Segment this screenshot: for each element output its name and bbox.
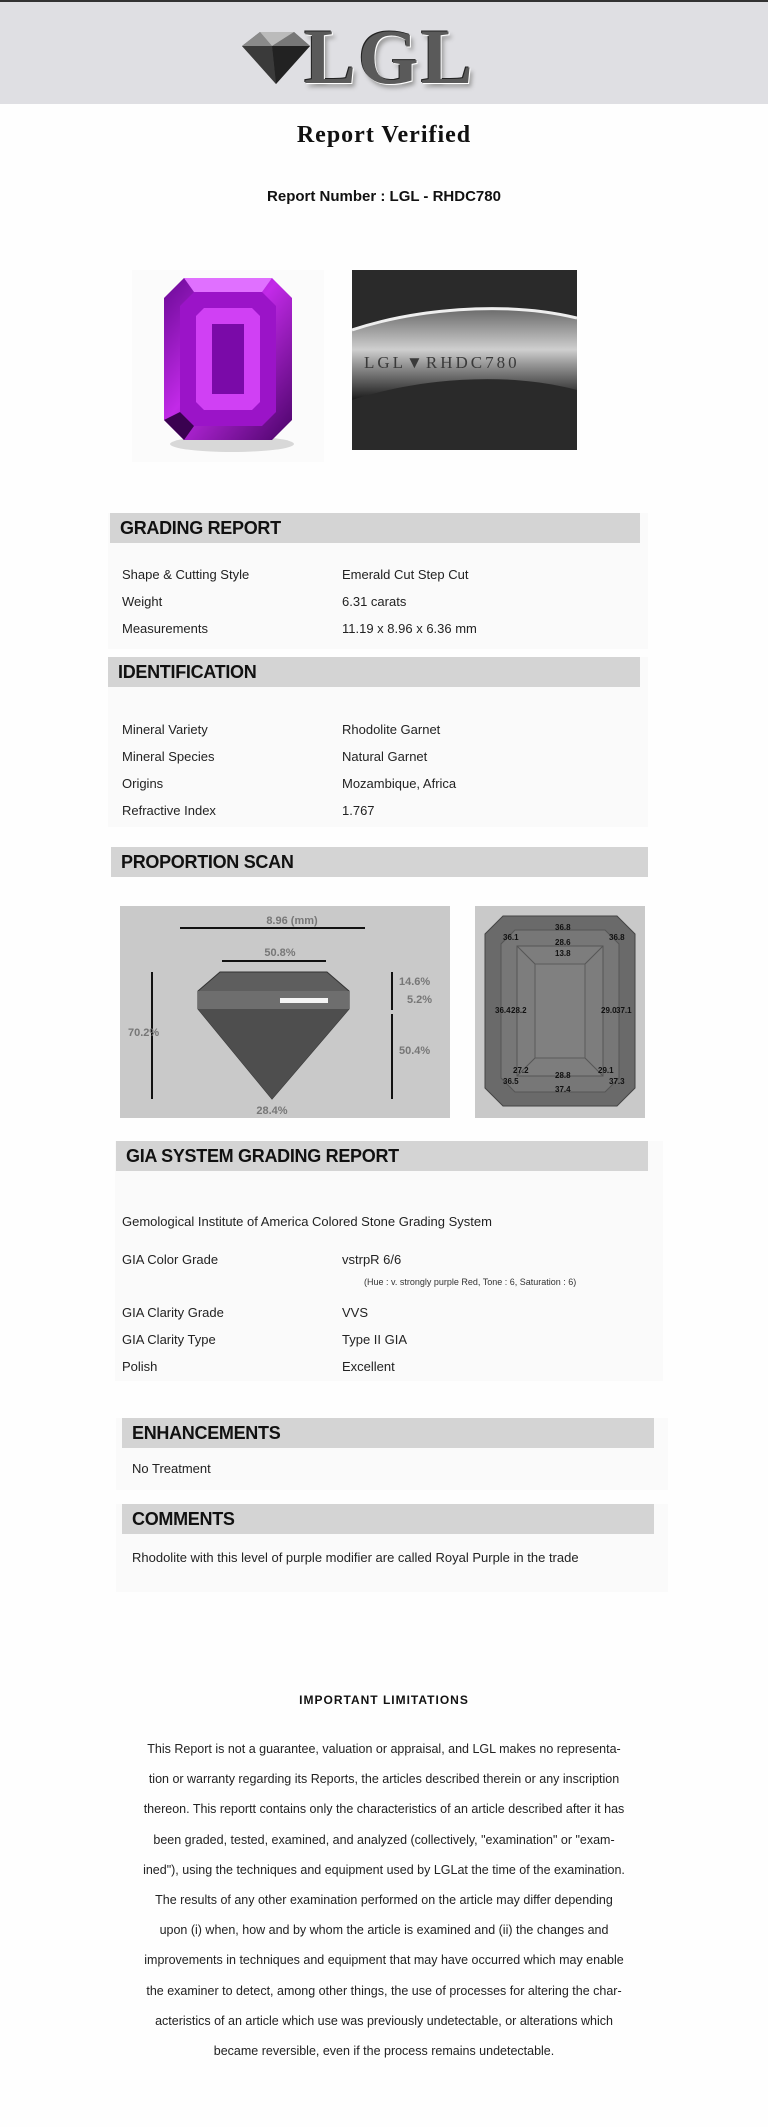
row-value: Emerald Cut Step Cut [342, 567, 469, 582]
limitations-line: The results of any other examination performed on the article may differ depending [155, 1893, 613, 1908]
row-value: Excellent [342, 1359, 395, 1374]
row-value: Mozambique, Africa [342, 776, 457, 791]
diamond-logo-icon [232, 28, 312, 88]
limitations-line: tion or warranty regarding its Reports, the articles described therein or any inscription [148, 1772, 620, 1787]
row-label: Mineral Variety [122, 722, 208, 737]
pavilion-label: 50.4% [399, 1045, 431, 1057]
report-number: Report Number : LGL - RHDC780 [267, 188, 501, 205]
enhancements-heading: ENHANCEMENTS [122, 1418, 654, 1448]
limitations-line: ined"), using the techniques and equipment used by LGLat the time of the examination. [143, 1862, 625, 1877]
row-value: 6.31 carats [342, 594, 407, 609]
top-measure-j: 27.2 [513, 1066, 529, 1075]
top-measure-l: 29.1 [598, 1066, 614, 1075]
proportion-side-diagram [120, 906, 450, 1118]
row-label: Polish [122, 1359, 158, 1374]
limitations-line: been graded, tested, examined, and analyzed (collectively, "examination" or "exam- [153, 1832, 615, 1847]
row-value: VVS [342, 1305, 369, 1320]
comments-text: Rhodolite with this level of purple modifier are called Royal Purple in the trade [132, 1550, 579, 1565]
limitations-text [118, 1734, 650, 2066]
total-depth-label: 70.2% [128, 1027, 160, 1039]
limitations-line: the examiner to detect, among other things, the use of processes for altering the char- [146, 1983, 622, 1998]
top-measure-k: 28.8 [555, 1071, 571, 1080]
row-label: GIA Clarity Grade [122, 1305, 224, 1320]
top-measure-m: 36.5 [503, 1077, 519, 1086]
page-header [0, 2, 768, 104]
gia-system-text [122, 1214, 492, 1229]
row-label: Origins [122, 776, 164, 791]
top-measure-d: 28.6 [555, 938, 571, 947]
enhancements-text: No Treatment [132, 1461, 211, 1476]
row-value: Type II GIA [342, 1332, 408, 1347]
limitations-line: thereon. This reportt contains only the characteristics of an article described after it has [143, 1802, 625, 1817]
row-value: 1.767 [342, 803, 375, 818]
row-label: Refractive Index [122, 803, 216, 818]
crown-label: 14.6% [399, 976, 431, 988]
color-grade-note: (Hue : v. strongly purple Red, Tone : 6, Saturation : 6) [364, 1277, 577, 1287]
row-value: Natural Garnet [342, 749, 428, 764]
limitations-line: improvements in techniques and equipment that may have occurred which may enable [144, 1953, 624, 1968]
inscription-text: LGL▼RHDC780 [364, 353, 520, 372]
row-label: GIA Clarity Type [122, 1332, 216, 1347]
top-measure-c: 36.8 [609, 933, 625, 942]
top-measure-a: 36.8 [555, 923, 571, 932]
row-value: 11.19 x 8.96 x 6.36 mm [342, 621, 477, 636]
top-measure-o: 37.3 [609, 1077, 625, 1086]
limitations-line: This Report is not a guarantee, valuation or appraisal, and LGL makes no representa- [147, 1742, 621, 1756]
table-label: 50.8% [264, 947, 296, 959]
row-label: Measurements [122, 621, 208, 636]
limitations-heading: IMPORTANT LIMITATIONS [299, 1693, 469, 1707]
top-measure-e: 13.8 [555, 949, 571, 958]
proportion-top-diagram [475, 906, 645, 1118]
girdle-label: 5.2% [407, 994, 433, 1006]
identification-heading: IDENTIFICATION [108, 657, 640, 687]
logo-text: LGL [304, 13, 475, 100]
top-measure-n: 37.4 [555, 1085, 571, 1094]
lgl-logo[interactable] [232, 13, 492, 100]
row-label: Shape & Cutting Style [122, 567, 250, 582]
row-value: vstrpR 6/6 [342, 1252, 402, 1267]
limitations-line: acteristics of an article which use was previously undetectable, or alterations which [155, 2013, 613, 2028]
top-measure-g: 28.2 [511, 1006, 527, 1015]
row-label: Mineral Species [122, 749, 215, 764]
top-measure-f: 36.4 [495, 1006, 511, 1015]
top-measure-i: 37.1 [616, 1006, 632, 1015]
emerald-cut-gem-icon [132, 270, 324, 462]
gia-heading: GIA SYSTEM GRADING REPORT [116, 1141, 648, 1171]
inscription-photo [352, 270, 577, 450]
top-measure-h: 29.0 [601, 1006, 617, 1015]
row-value: Rhodolite Garnet [342, 722, 441, 737]
limitations-line: upon (i) when, how and by whom the article is examined and (ii) the changes and [159, 1923, 609, 1938]
page-title: Report Verified [296, 122, 472, 148]
limitations-line: became reversible, even if the process remains undetectable. [213, 2044, 555, 2059]
gemstone-photo [132, 270, 324, 462]
culet-label: 28.4% [256, 1105, 288, 1117]
comments-heading: COMMENTS [122, 1504, 654, 1534]
top-measure-b: 36.1 [503, 933, 519, 942]
row-label: Weight [122, 594, 163, 609]
gia-system-label: Gemological Institute of America Colored Stone Grading System [122, 1214, 492, 1229]
proportion-scan-heading: PROPORTION SCAN [111, 847, 648, 877]
width-label: 8.96 (mm) [266, 915, 318, 927]
row-label: GIA Color Grade [122, 1252, 219, 1267]
grading-report-heading: GRADING REPORT [110, 513, 640, 543]
